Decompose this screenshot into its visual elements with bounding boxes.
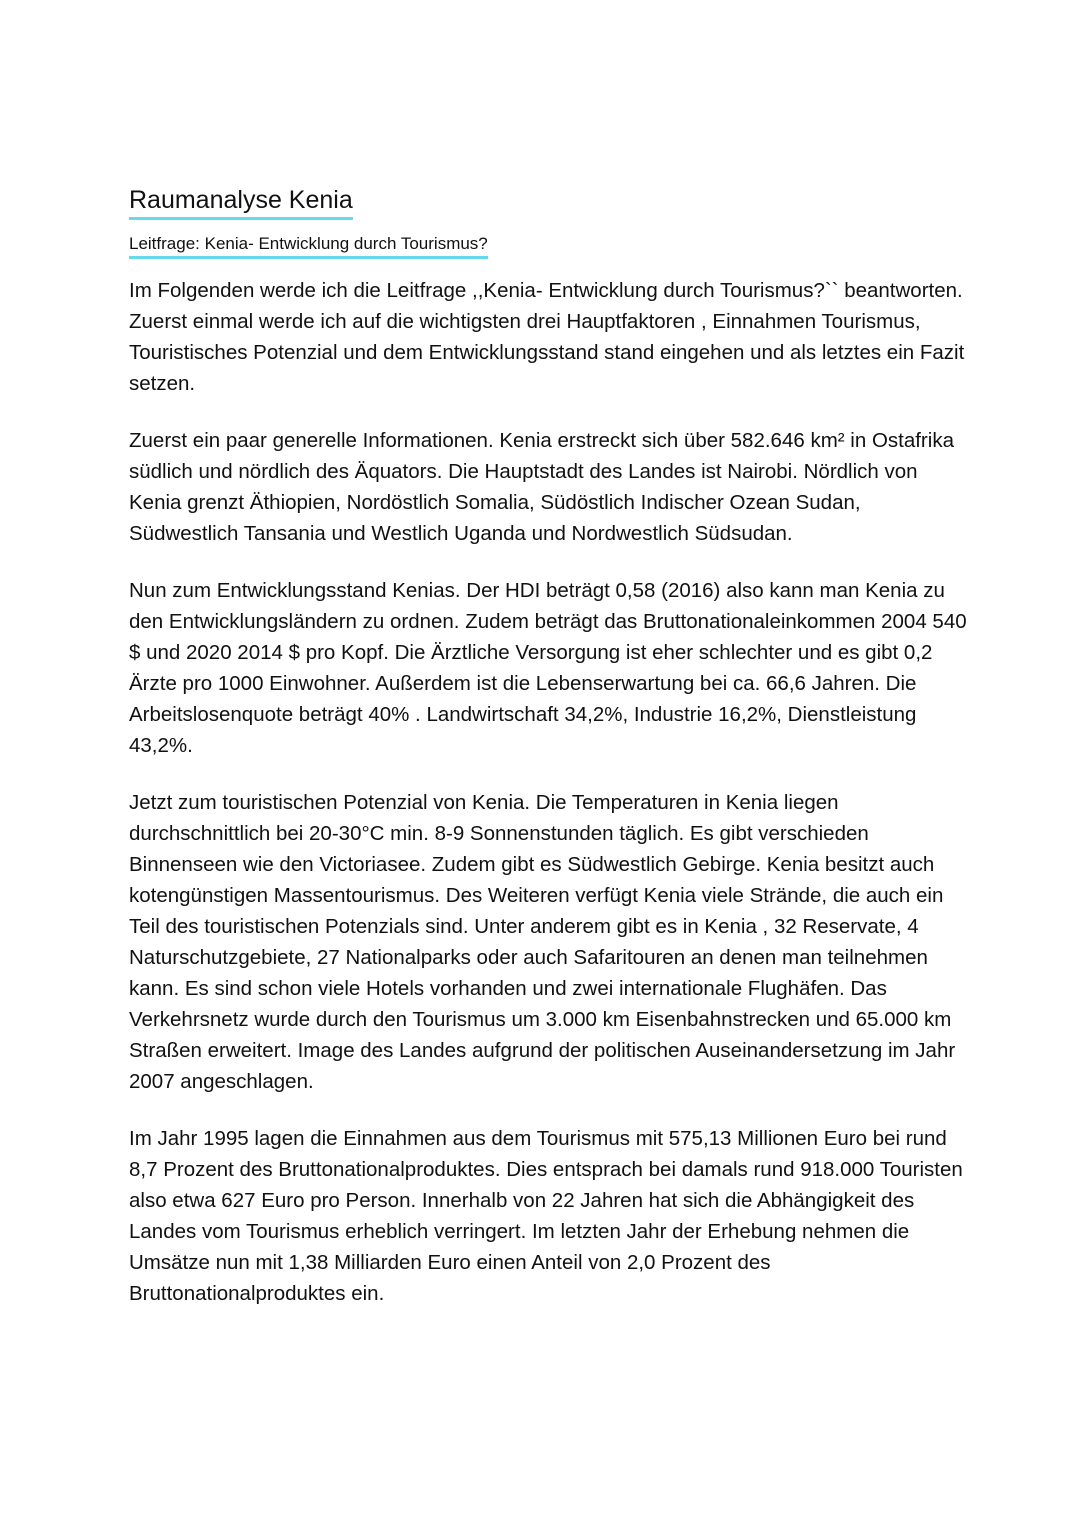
paragraph-intro: Im Folgenden werde ich die Leitfrage ,,Kenia- Entwicklung durch Tourismus?`` beantworten. Zuerst einmal werde ich auf die wichtigsten drei Hauptfaktoren , Einnahmen Tourismus, Touristisches Potenzial und dem Entwicklungsstand stand eingehen und als letztes ein Fazit setzen. bbox=[129, 279, 965, 395]
paragraph-tourism-potential: Jetzt zum touristischen Potenzial von Kenia. Die Temperaturen in Kenia liegen durchschnittlich bei 20-30°C min. 8-9 Sonnenstunden täglich. Es gibt verschieden Binnenseen wie den Victoriasee. Zudem gibt es Südwestlich Gebirge. Kenia besitzt auch kotengünstigen Massentourismus. Des Weiteren verfügt Kenia viele Strände, die auch ein Teil des touristischen Potenzials sind. Unter anderem gibt es in Kenia , 32 Reservate, 4 Naturschutzgebiete, 27 Nationalparks oder auch Safaritouren an denen man teilnehmen kann. Es sind schon viele Hotels vorhanden und zwei internationale Flughäfen. Das Verkehrsnetz wurde durch den Tourismus um 3.000 km Eisenbahnstrecken und 65.000 km Straßen erweitert. Image des Landes aufgrund der politischen Auseinandersetzung im Jahr 2007 angeschlagen. bbox=[129, 791, 956, 1093]
paragraph-development: Nun zum Entwicklungsstand Kenias. Der HDI beträgt 0,58 (2016) also kann man Kenia zu den Entwicklungsländern zu ordnen. Zudem beträgt das Bruttonationaleinkommen 2004 540 $ und 2020 2014 $ pro Kopf. Die Ärztliche Versorgung ist eher schlechter und es gibt 0,2 Ärzte pro 1000 Einwohner. Außerdem ist die Lebenserwartung bei ca. 66,6 Jahren. Die Arbeitslosenquote beträgt 40% . Landwirtschaft 34,2%, Industrie 16,2%, Dienstleistung 43,2%. bbox=[129, 579, 967, 757]
document-body bbox=[129, 183, 969, 1335]
paragraph-general-info: Zuerst ein paar generelle Informationen. Kenia erstreckt sich über 582.646 km² in Ostafrika südlich und nördlich des Äquators. Die Hauptstadt des Landes ist Nairobi. Nördlich von Kenia grenzt Äthiopien, Nordöstlich Somalia, Südöstlich Indischer Ozean Sudan, Südwestlich Tansania und Westlich Uganda und Nordwestlich Südsudan. bbox=[129, 429, 954, 545]
document-title: Raumanalyse Kenia bbox=[129, 183, 353, 220]
document-subtitle: Leitfrage: Kenia- Entwicklung durch Tourismus? bbox=[129, 232, 488, 259]
paragraph-tourism-income: Im Jahr 1995 lagen die Einnahmen aus dem Tourismus mit 575,13 Millionen Euro bei rund 8,7 Prozent des Bruttonationalproduktes. Dies entsprach bei damals rund 918.000 Touristen also etwa 627 Euro pro Person. Innerhalb von 22 Jahren hat sich die Abhängigkeit des Landes vom Tourismus erheblich verringert. Im letzten Jahr der Erhebung nehmen die Umsätze nun mit 1,38 Milliarden Euro einen Anteil von 2,0 Prozent des Bruttonationalproduktes ein. bbox=[129, 1127, 963, 1305]
title-wrap bbox=[129, 183, 969, 232]
subtitle-wrap bbox=[129, 232, 969, 259]
